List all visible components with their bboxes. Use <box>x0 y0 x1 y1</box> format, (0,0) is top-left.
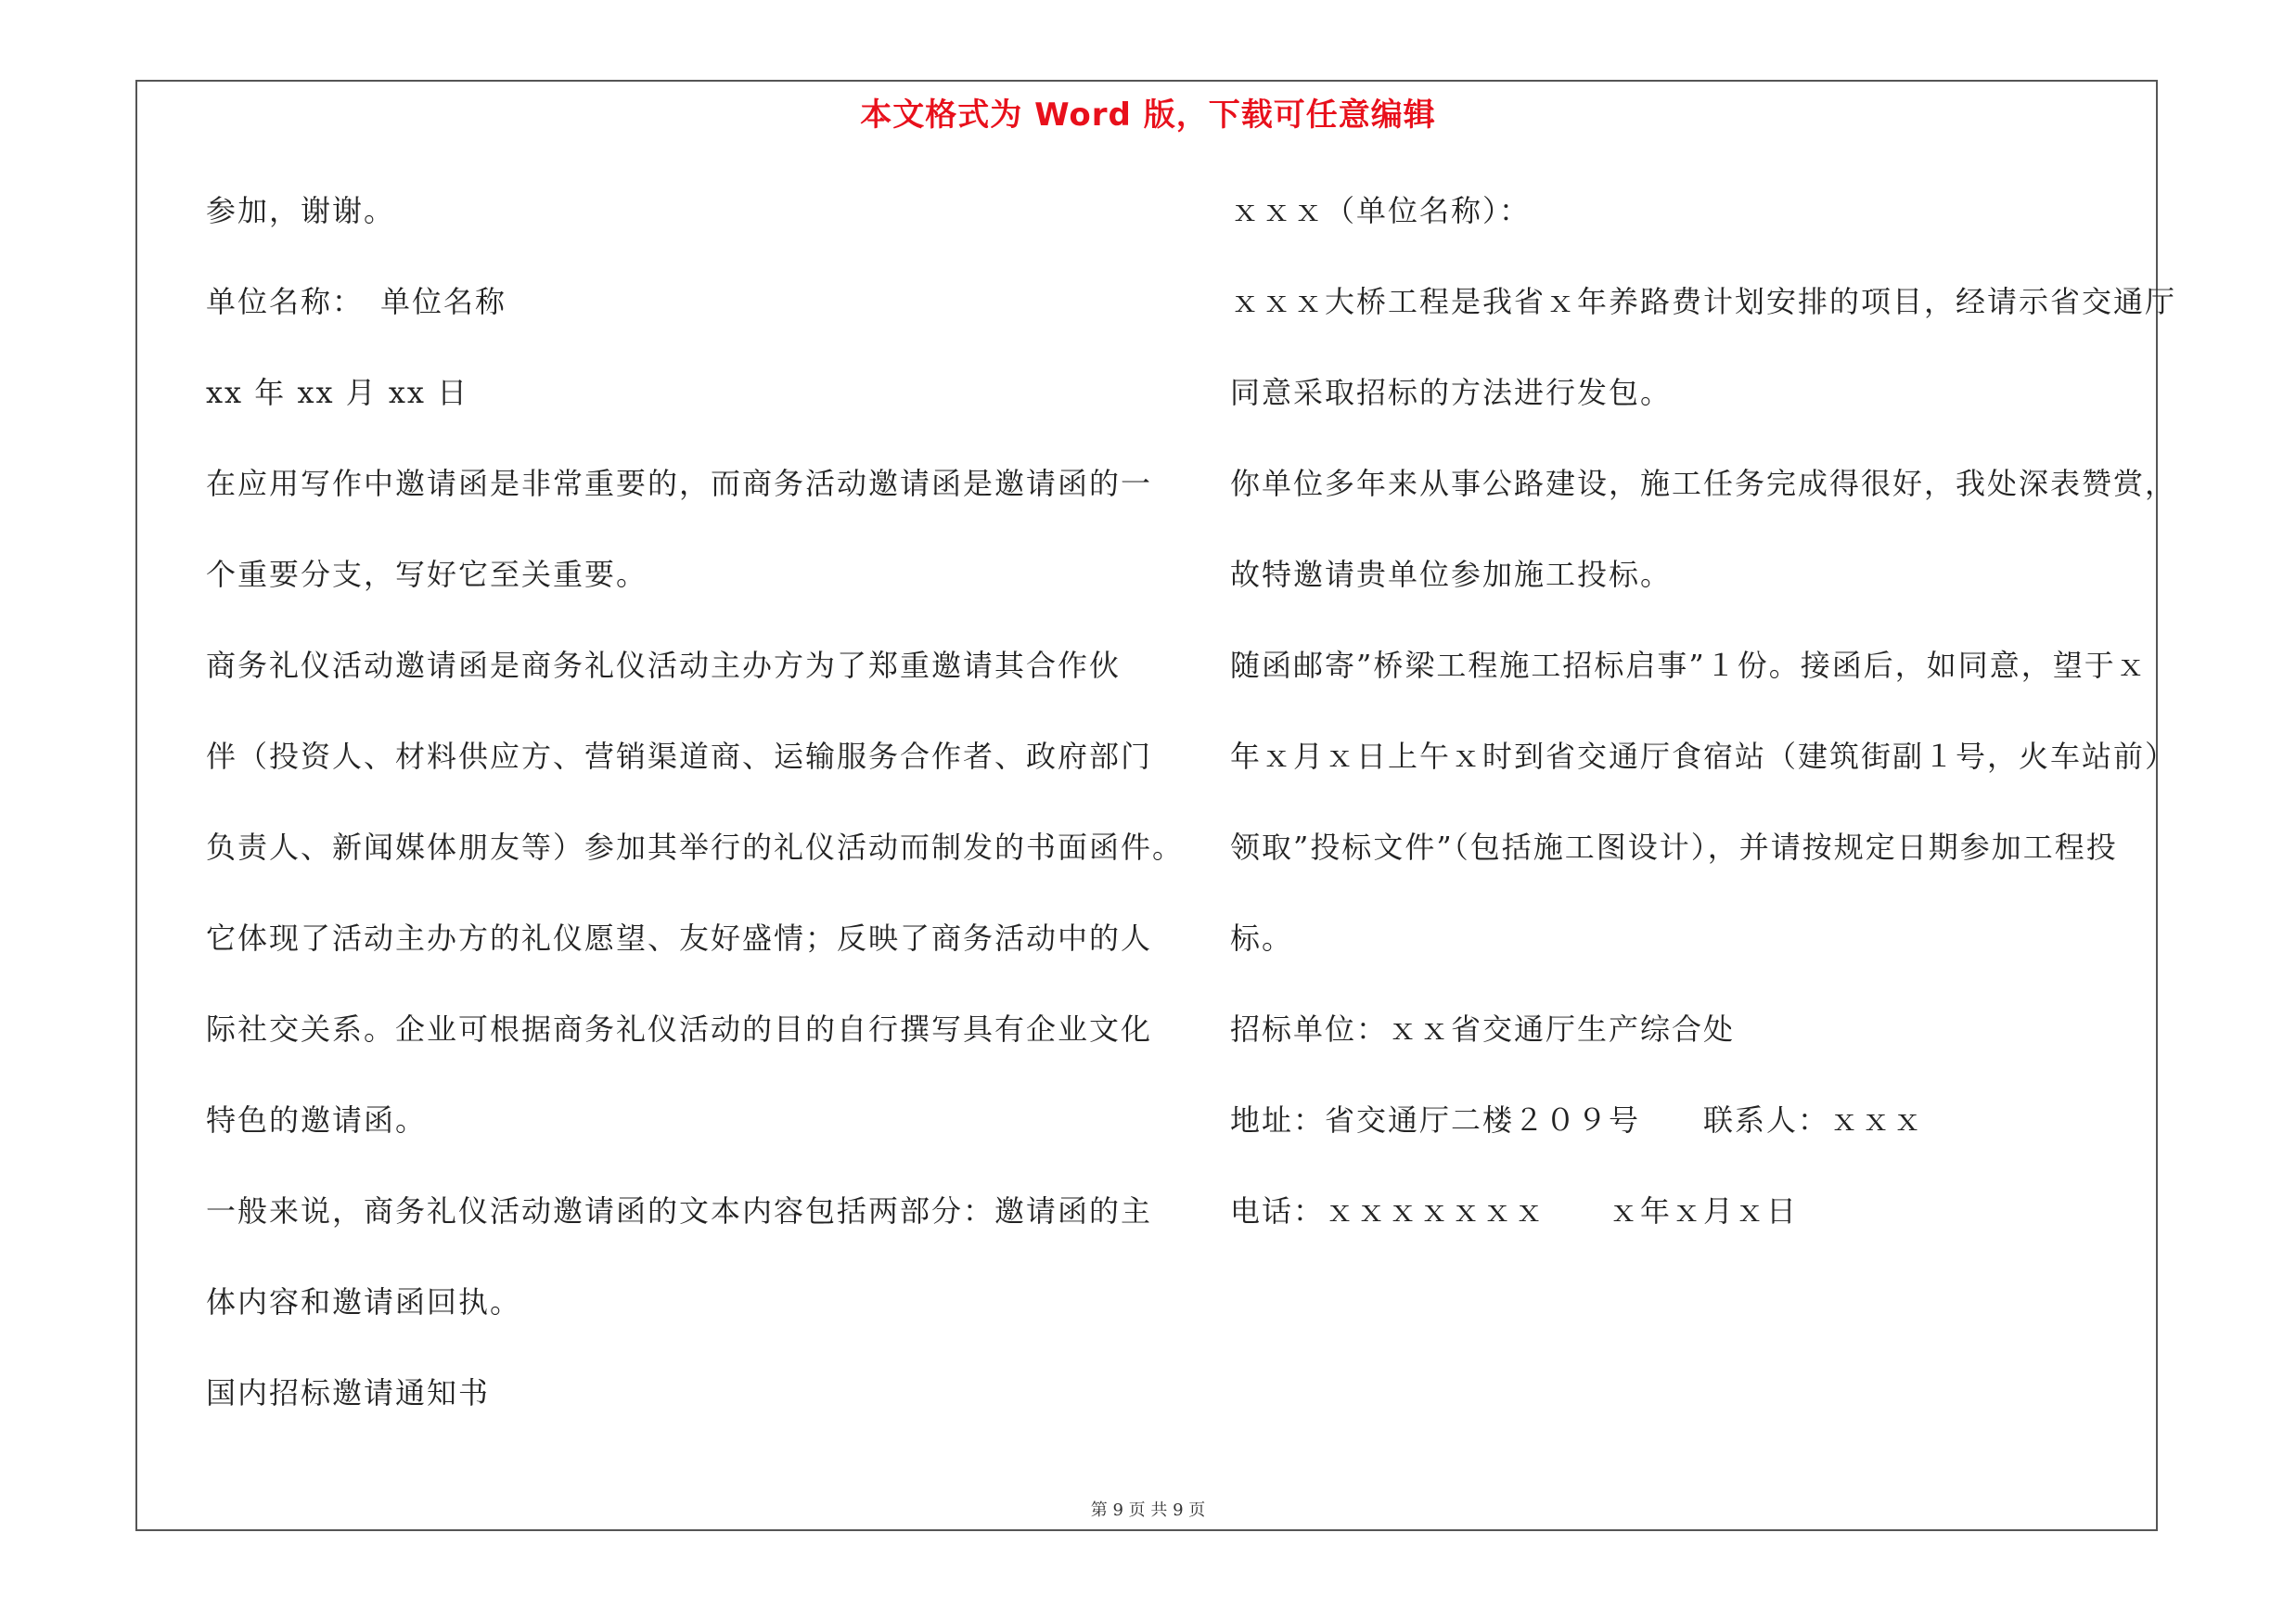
left-line-8: 负责人、新闻媒体朋友等）参加其举行的礼仪活动而制发的书面函件。 <box>206 830 1185 865</box>
left-line-6: 商务礼仪活动邀请函是商务礼仪活动主办方为了郑重邀请其合作伙 <box>206 648 1122 683</box>
page-number: 第 9 页 共 9 页 <box>1090 1501 1206 1520</box>
left-line-12: 一般来说，商务礼仪活动邀请函的文本内容包括两部分：邀请函的主 <box>206 1193 1153 1229</box>
right-line-10: 招标单位：ｘｘ省交通厅生产综合处 <box>1230 1011 1736 1047</box>
left-line-9: 它体现了活动主办方的礼仪愿望、友好盛情；反映了商务活动中的人 <box>206 921 1153 956</box>
right-line-12: 电话：ｘｘｘｘｘｘｘ ｘ年ｘ月ｘ日 <box>1230 1193 1799 1229</box>
right-line-7: 年ｘ月ｘ日上午ｘ时到省交通厅食宿站（建筑街副１号，火车站前） <box>1230 739 2177 774</box>
right-line-3: 同意采取招标的方法进行发包。 <box>1230 375 1673 410</box>
format-banner: 本文格式为 Word 版，下载可任意编辑 <box>860 97 1436 134</box>
left-line-10: 际社交关系。企业可根据商务礼仪活动的目的自行撰写具有企业文化 <box>206 1011 1153 1047</box>
left-column <box>206 187 1185 1461</box>
left-line-14: 国内招标邀请通知书 <box>206 1375 491 1410</box>
left-line-3: xx 年 xx 月 xx 日 <box>206 375 469 410</box>
left-line-11: 特色的邀请函。 <box>206 1102 428 1138</box>
right-column <box>1230 187 2176 1279</box>
left-line-5: 个重要分支，写好它至关重要。 <box>206 557 648 592</box>
right-line-11: 地址：省交通厅二楼２０９号 联系人：ｘｘｘ <box>1230 1102 1925 1138</box>
left-line-1: 参加，谢谢。 <box>206 193 396 228</box>
left-line-13: 体内容和邀请函回执。 <box>206 1284 522 1320</box>
right-line-8: 领取”投标文件”（包括施工图设计），并请按规定日期参加工程投 <box>1230 830 2118 865</box>
left-line-7: 伴（投资人、材料供应方、营销渠道商、运输服务合作者、政府部门 <box>206 739 1153 774</box>
right-line-1: ｘｘｘ（单位名称）： <box>1230 193 1532 228</box>
right-line-4: 你单位多年来从事公路建设，施工任务完成得很好，我处深表赞赏， <box>1230 466 2177 501</box>
right-line-2: ｘｘｘ大桥工程是我省ｘ年养路费计划安排的项目，经请示省交通厅 <box>1230 284 2177 319</box>
right-line-5: 故特邀请贵单位参加施工投标。 <box>1230 557 1673 592</box>
left-line-2: 单位名称： 单位名称 <box>206 284 507 319</box>
right-line-6: 随函邮寄”桥梁工程施工招标启事”１份。接函后，如同意，望于ｘ <box>1230 648 2148 683</box>
left-line-4: 在应用写作中邀请函是非常重要的，而商务活动邀请函是邀请函的一 <box>206 466 1153 501</box>
right-line-9: 标。 <box>1230 921 1294 956</box>
